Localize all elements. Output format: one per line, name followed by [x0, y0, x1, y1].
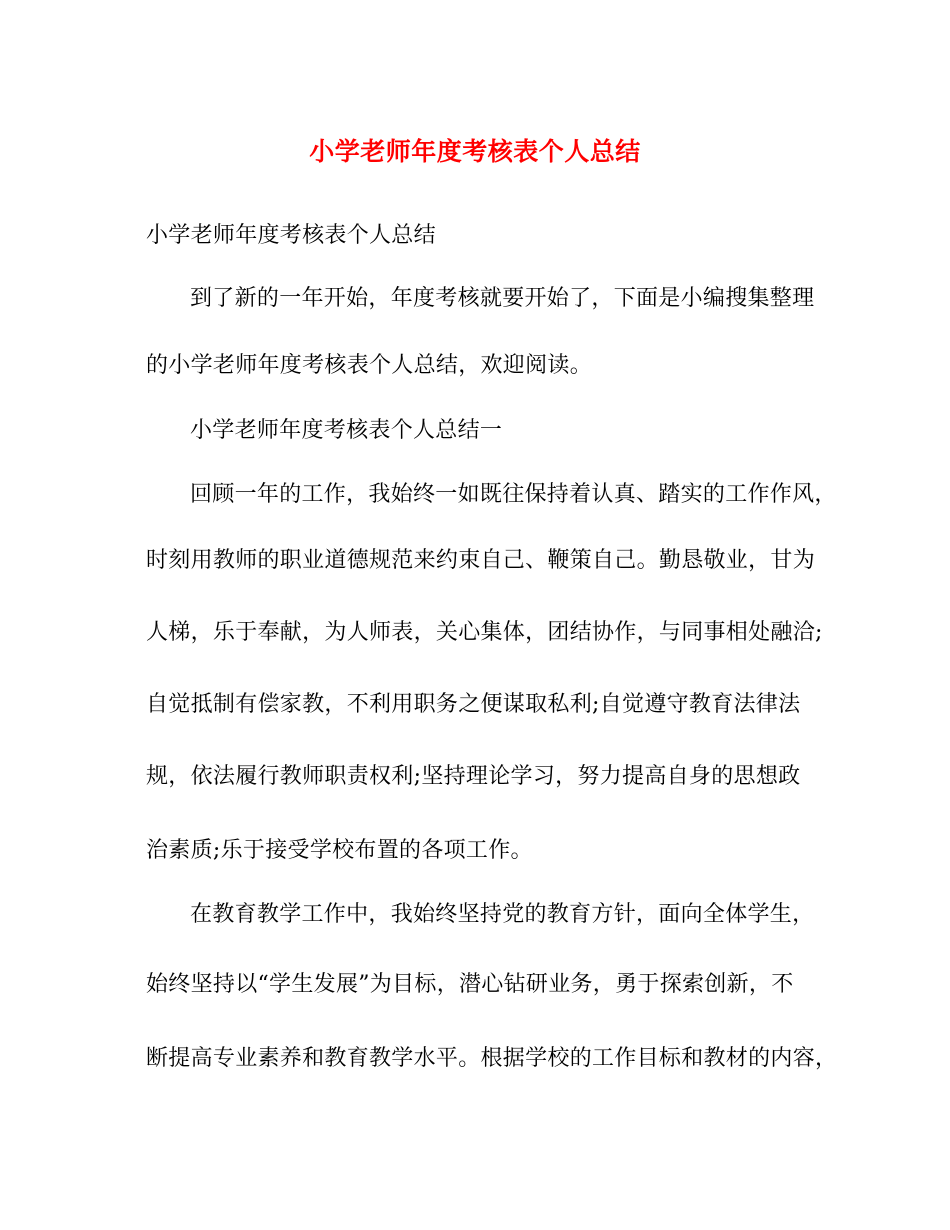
body-line: 回顾一年的工作，我始终一如既往保持着认真、踏实的工作作风，	[190, 482, 837, 507]
body-line: 到了新的一年开始，年度考核就要开始了，下面是小编搜集整理	[190, 286, 815, 311]
body-line: 在教育教学工作中，我始终坚持党的教育方针，面向全体学生，	[190, 902, 815, 927]
body-line: 人梯，乐于奉献，为人师表，关心集体，团结协作，与同事相处融洽;	[146, 620, 823, 645]
body-line: 断提高专业素养和教育教学水平。根据学校的工作目标和教材的内容，	[146, 1046, 838, 1071]
document-title: 小学老师年度考核表个人总结	[309, 137, 641, 166]
body-line: 规，依法履行教师职责权利;坚持理论学习，努力提高自身的思想政	[146, 764, 801, 789]
body-line: 时刻用教师的职业道德规范来约束自己、鞭策自己。勤恳敬业，甘为	[146, 548, 816, 573]
section-heading: 小学老师年度考核表个人总结一	[190, 418, 503, 443]
body-line: 治素质;乐于接受学校布置的各项工作。	[146, 838, 533, 863]
body-line: 始终坚持以“学生发展”为目标，潜心钻研业务，勇于探索创新，不	[146, 972, 794, 997]
body-line: 的小学老师年度考核表个人总结，欢迎阅读。	[146, 353, 593, 378]
subtitle-line: 小学老师年度考核表个人总结	[146, 223, 436, 248]
body-line: 自觉抵制有偿家教，不利用职务之便谋取私利;自觉遵守教育法律法	[146, 692, 801, 717]
